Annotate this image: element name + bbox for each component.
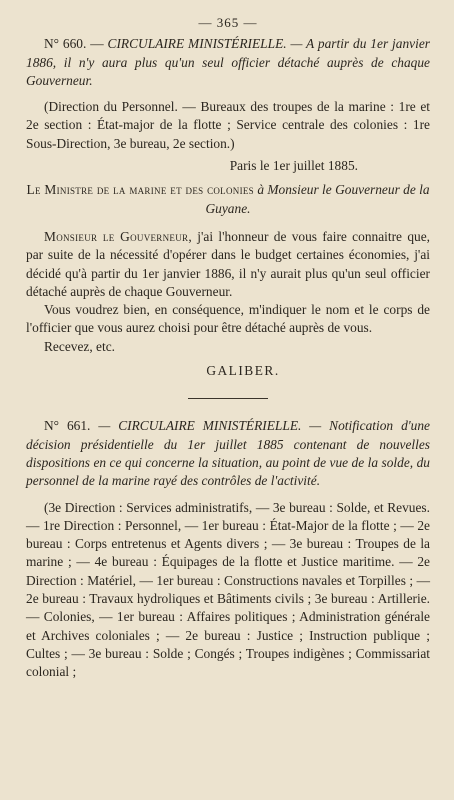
circular-660-summary: — A partir du 1er janvier 1886, il n'y aura plus qu'un seul officier détaché auprès de chaque Gouverneur. [26, 36, 430, 88]
section-divider [188, 398, 268, 399]
circular-660-signature: GALIBER. [206, 363, 280, 379]
circular-660-body-1-text: j'ai l'honneur de vous faire connaitre que, par suite de la nécessité d'opérer dans le budget certaines économies, j'ai décidé qu'à partir du 1er janvier 1886, il n'y aurait plus qu'un seul officier détaché auprès de chaque Gouverneur. [26, 228, 430, 299]
circular-661-direction: (3e Direction : Services administratifs, — 3e bureau : Solde, et Revues. — 1re Direction : Personnel, — 1er bureau : État-Major de la flotte ; — 2e bureau : Corps entretenus et Agents divers ; — 3e bureau : Troupes de la marine ; — 4e bureau : Équipages de la flotte et Justice maritime. — 2e Direction : Matériel, — 1er bureau : Constructions navales et Torpilles ; — 2e bureau : Travaux hydroliques et Bâtiments civils ; 3e bureau : Artillerie. — Colonies, — 1er bureau : Affaires politiques ; Administration générale et Archives coloniales ; — 2e bureau : Justice ; Instruction publique ; Cultes ; — 3e bureau : Solde ; Congés ; Troupes indigènes ; Commissariat colonial ; [26, 499, 430, 680]
circular-661-number: N° 661. [44, 418, 91, 434]
circular-660-dash: — [90, 36, 104, 52]
circular-660-closing: Recevez, etc. [44, 338, 115, 354]
circular-660-salutation: Monsieur le Gouverneur, [44, 228, 192, 244]
circular-660-address-suffix: à Monsieur le Gouverneur de la Guyane. [205, 182, 430, 216]
circular-660-body-2: Vous voudrez bien, en conséquence, m'indiquer le nom et le corps de l'officier que vous aurez choisi pour être détaché auprès de vous. [26, 302, 430, 336]
circular-661-summary: — Notification d'une décision présidentielle du 1er juillet 1885 contenant de nouvelles dispositions en ce qui concerne la situation, au point de vue de la solde, du personnel de la marine rayé des contrôles de l'activité. [26, 418, 430, 489]
circular-661-title: — CIRCULAIRE MINISTÉRIELLE. [98, 418, 302, 434]
circular-660-direction: (Direction du Personnel. — Bureaux des troupes de la marine : 1re et 2e section : État-major de la flotte ; Service centrale des colonies : 1re Sous-Direction, 3e bureau, 2e section.) [26, 99, 430, 151]
circular-660-body-1 [26, 228, 430, 301]
circular-660-address [26, 181, 430, 218]
page-number: — 365 — [198, 15, 258, 30]
circular-660-date: Paris le 1er juillet 1885. [229, 158, 358, 174]
circular-660-heading [26, 35, 430, 90]
circular-660-number: N° 660. [44, 36, 87, 52]
circular-661-heading [26, 417, 430, 490]
circular-660-title: CIRCULAIRE MINISTÉRIELLE. [107, 36, 287, 52]
circular-660-address-prefix: Le Ministre de la marine et des colonies [26, 182, 254, 198]
